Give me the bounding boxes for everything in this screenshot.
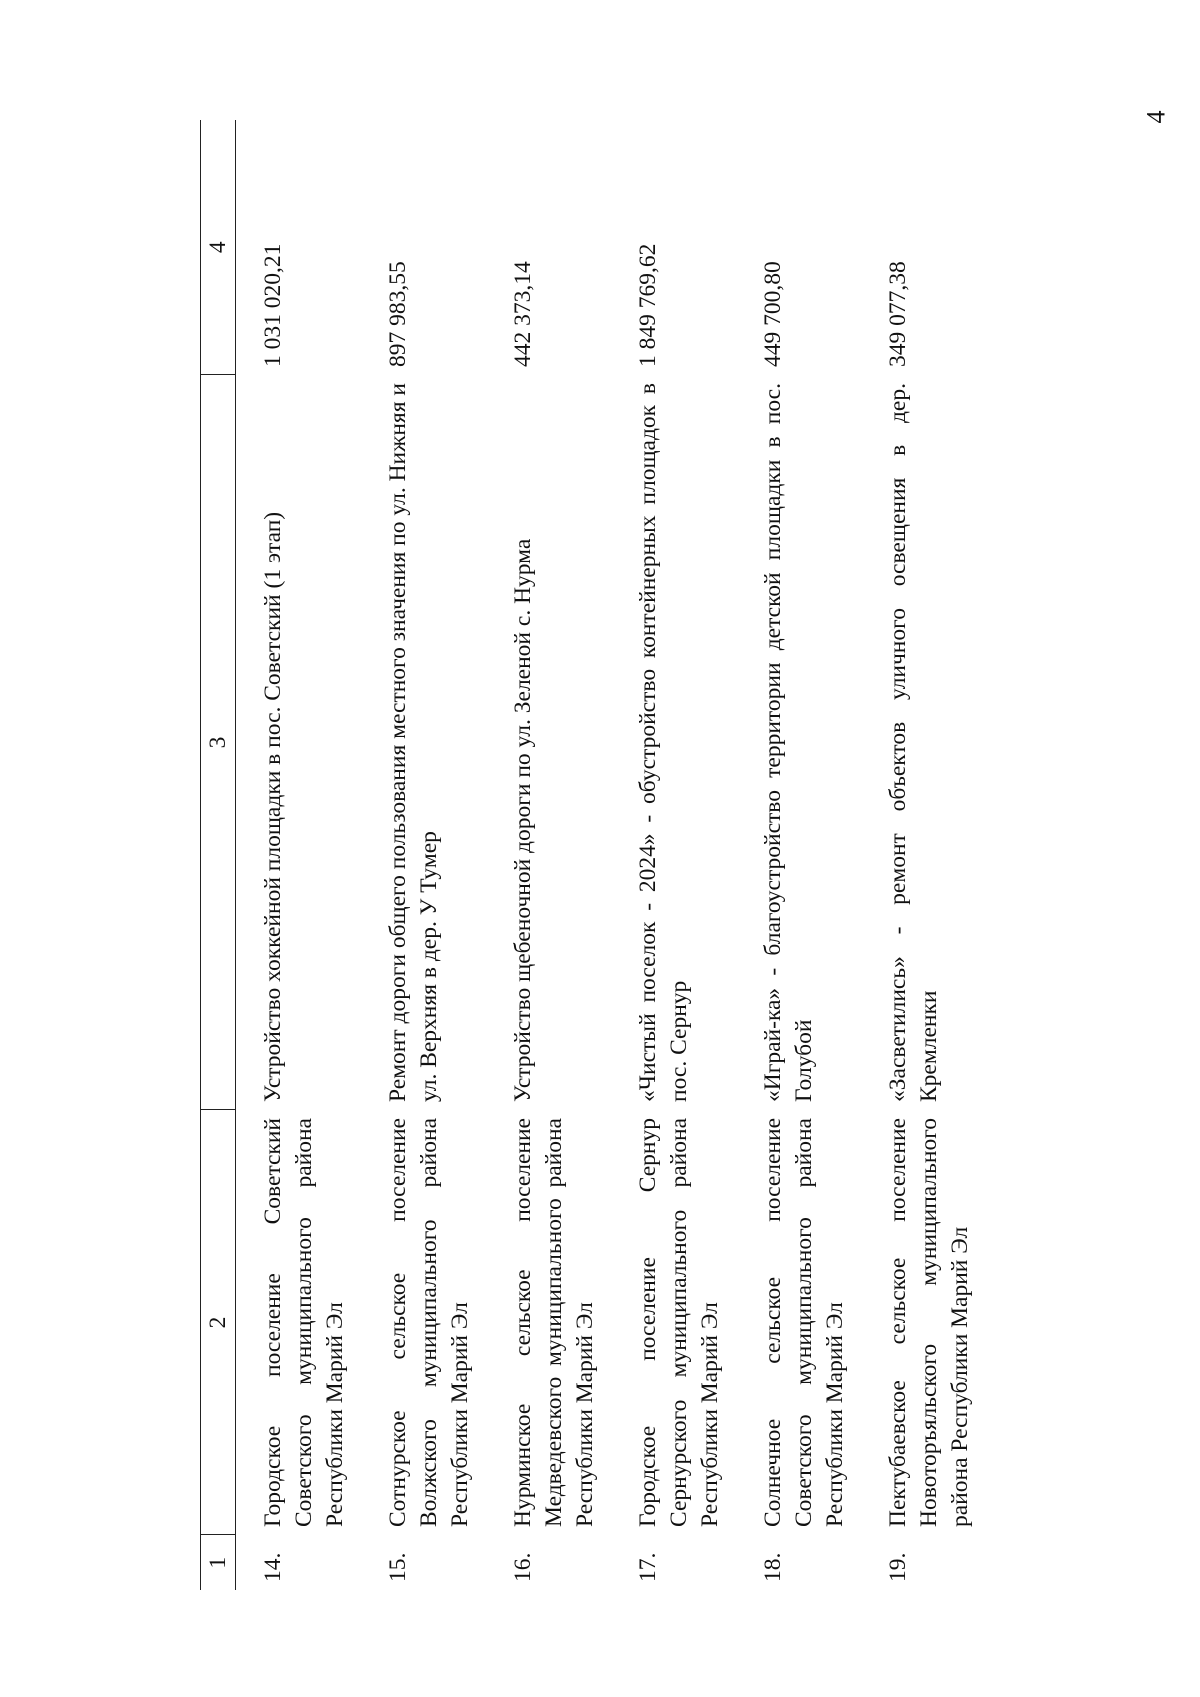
table-row <box>611 120 736 1590</box>
row-municipality: Городское поселение Советский Советского муниципального района Республики Марий Эл <box>260 1118 348 1527</box>
row-municipality: Сотнурское сельское поселение Волжского муниципального района Республики Марий Эл <box>385 1118 473 1527</box>
row-amount: 449 700,80 <box>760 261 786 367</box>
row-project: Устройство хоккейной площадки в пос. Советский (1 этап) <box>260 511 286 1102</box>
table-row <box>736 120 861 1590</box>
row-amount: 1 031 020,21 <box>260 243 286 367</box>
row-index: 17. <box>635 1552 661 1582</box>
rotated-table-container <box>200 120 1200 1590</box>
table-row <box>861 120 986 1590</box>
column-header-3: 3 <box>201 375 236 1110</box>
row-municipality: Солнечное сельское поселение Советского муниципального района Республики Марий Эл <box>760 1118 848 1527</box>
row-project: «Играй-ка» - благоустройство территории детской площадки в пос. Голубой <box>760 383 817 1102</box>
row-index: 19. <box>885 1552 911 1582</box>
row-project: Устройство щебеночной дороги по ул. Зеленой с. Нурма <box>510 538 536 1102</box>
projects-table <box>200 120 986 1590</box>
row-amount: 1 849 769,62 <box>635 243 661 367</box>
row-index: 16. <box>510 1552 536 1582</box>
column-header-2: 2 <box>201 1110 236 1535</box>
page-number: 4 <box>1141 110 1171 124</box>
row-municipality: Пектубаевское сельское поселение Новоторъяльского муниципального района Республики Марий Эл <box>885 1118 973 1527</box>
column-header-4: 4 <box>201 120 236 375</box>
column-header-1: 1 <box>201 1535 236 1590</box>
table-row <box>361 120 486 1590</box>
row-amount: 442 373,14 <box>510 261 536 367</box>
row-index: 14. <box>260 1552 286 1582</box>
row-project: «Чистый поселок - 2024» - обустройство контейнерных площадок в пос. Сернур <box>635 383 692 1102</box>
table-row <box>236 120 362 1590</box>
table-header-row <box>201 120 236 1590</box>
row-index: 15. <box>385 1552 411 1582</box>
row-project: Ремонт дороги общего пользования местного значения по ул. Нижняя и ул. Верхняя в дер. У Тумер <box>385 383 442 1102</box>
row-amount: 897 983,55 <box>385 261 411 367</box>
table-row <box>486 120 611 1590</box>
row-project: «Засветились» - ремонт объектов уличного освещения в дер. Кремленки <box>885 383 942 1102</box>
row-amount: 349 077,38 <box>885 261 911 367</box>
row-municipality: Нурминское сельское поселение Медведевского муниципального района Республики Марий Эл <box>510 1118 598 1527</box>
row-municipality: Городское поселение Сернур Сернурского муниципального района Республики Марий Эл <box>635 1118 723 1527</box>
row-index: 18. <box>760 1552 786 1582</box>
